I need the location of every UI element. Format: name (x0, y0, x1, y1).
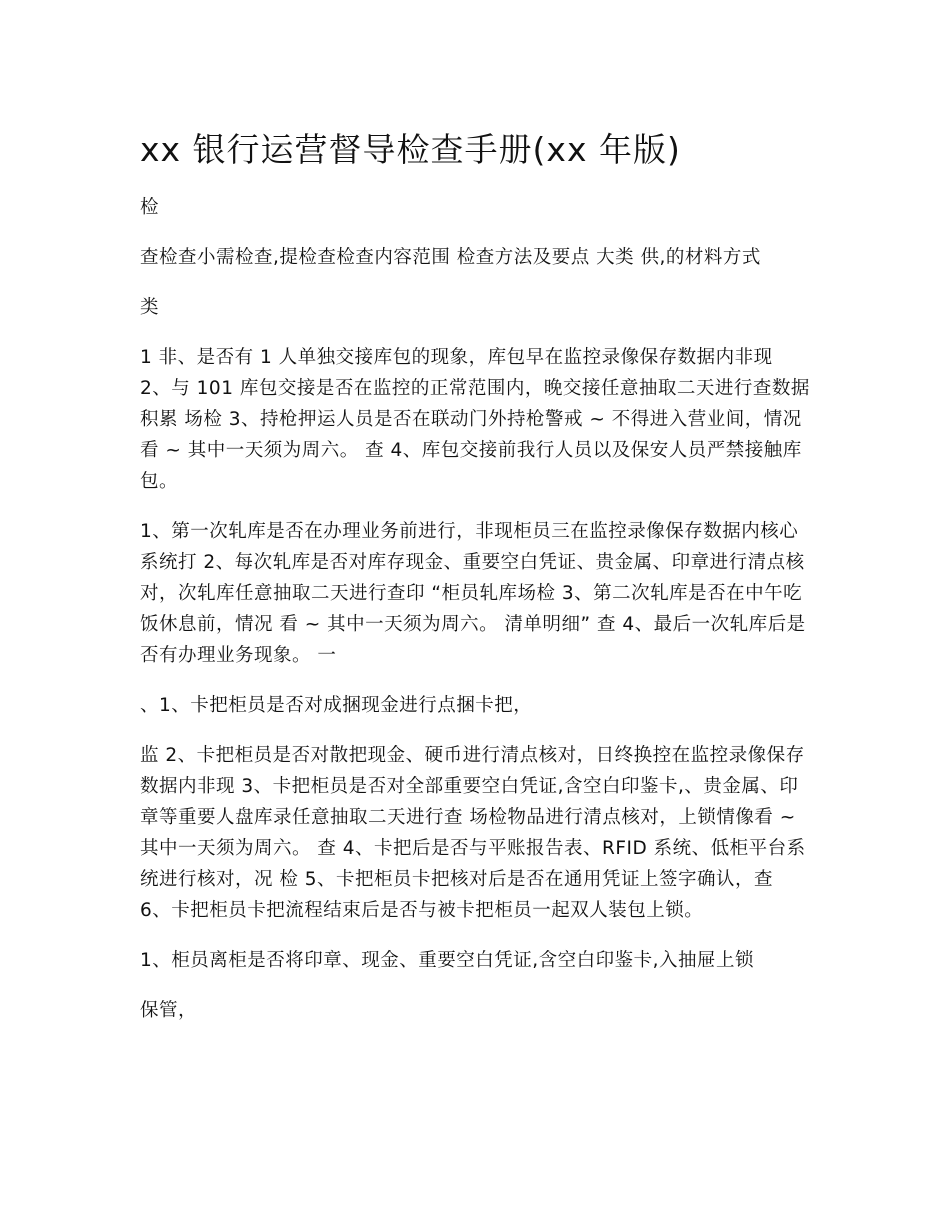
paragraph-2: 查检查小需检查,提检查检查内容范围 检查方法及要点 大类 供,的材料方式 (140, 247, 761, 268)
paragraph-1: 检 (140, 197, 160, 218)
paragraph-3: 类 (140, 297, 160, 318)
paragraph-8: 1、柜员离柜是否将印章、现金、重要空白凭证,含空白印鉴卡,入抽屉上锁 (140, 950, 755, 971)
paragraph-6: 、1、卡把柜员是否对成捆现金进行点捆卡把， (140, 695, 533, 716)
paragraph-7: 监 2、卡把柜员是否对散把现金、硬币进行清点核对，日终换控在监控录像保存数据内非现 3、卡把柜员是否对全部重要空白凭证,含空白印鉴卡,、贵金属、印章等重要人盘库录任意抽取二天进行查 场检物品进行清点核对，上锁情像看 ~ 其中一天须为周六。 查 4、卡把后是否与平账报告表、RFID 系统、低柜平台系统进行核对，况 检 5、卡把柜员卡把核对后是否在通用凭证上签字确认，查 6、卡把柜员卡把流程结束后是否与被卡把柜员一起双人装包上锁。 (140, 745, 806, 921)
document-title: xx 银行运营督导检查手册(xx 年版) (140, 130, 681, 169)
paragraph-5: 1、第一次轧库是否在办理业务前进行，非现柜员三在监控录像保存数据内核心系统打 2、每次轧库是否对库存现金、重要空白凭证、贵金属、印章进行清点核对，次轧库任意抽取二天进行查印 “柜员轧库场检 3、第二次轧库是否在中午吃饭休息前，情况 看 ~ 其中一天须为周六。 清单明细” 查 4、最后一次轧库后是否有办理业务现象。 一 (140, 521, 806, 666)
paragraph-9: 保管， (140, 1000, 198, 1021)
document-page (140, 128, 810, 1026)
paragraph-4: 1 非、是否有 1 人单独交接库包的现象，库包早在监控录像保存数据内非现 2、与 101 库包交接是否在监控的正常范围内，晚交接任意抽取二天进行查数据积累 场检 3、持枪押运人员是否在联动门外持枪警戒 ~ 不得进入营业间，情况 看 ~ 其中一天须为周六。 查 4、库包交接前我行人员以及保安人员严禁接触库包。 (140, 347, 810, 492)
